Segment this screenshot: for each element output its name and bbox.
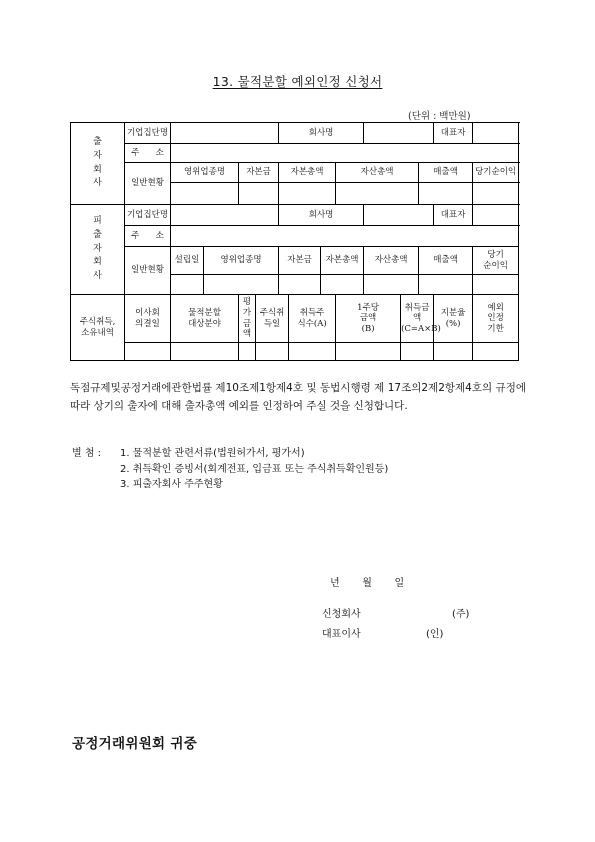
unit-note: (단위 : 백만원) <box>408 111 471 122</box>
cell-total-assets-b[interactable] <box>364 275 419 295</box>
cell-net-income-b[interactable] <box>473 275 519 295</box>
field-company-group-b[interactable] <box>171 205 279 226</box>
cell-board-date[interactable] <box>125 343 171 361</box>
cell-total-capital[interactable] <box>279 183 336 205</box>
hdr-share-ratio: 지분율 (%) <box>434 295 473 343</box>
hdr-exception-deadline: 예외 인정 기한 <box>473 295 519 343</box>
investor-side-label: 출 자 회 사 <box>71 123 125 205</box>
cell-net-income[interactable] <box>473 183 519 205</box>
label-ceo-b: 대표자 <box>434 205 473 226</box>
cell-main-business[interactable] <box>171 183 239 205</box>
cell-capital-b[interactable] <box>279 275 321 295</box>
label-address: 주 소 <box>125 144 171 163</box>
hdr-board-date: 이사회 의결일 <box>125 295 171 343</box>
hdr-total-capital-b: 자본총액 <box>321 247 364 275</box>
date-line: 년 월 일 <box>330 578 405 589</box>
applicant-label: 신청회사 <box>322 609 361 620</box>
cell-sales[interactable] <box>419 183 473 205</box>
cell-main-business-b[interactable] <box>204 275 279 295</box>
label-company-name-b: 회사명 <box>279 205 364 226</box>
cell-valuation[interactable] <box>239 343 256 361</box>
attachments <box>72 446 388 493</box>
label-company-group-b: 기업집단명 <box>125 205 171 226</box>
hdr-net-income-b: 당기 순이익 <box>473 247 519 275</box>
ceo-label: 대표이사 <box>322 629 361 640</box>
hdr-split-area: 물적분할 대상분야 <box>171 295 239 343</box>
investee-side-label: 피 출 자 회 사 <box>71 205 125 295</box>
recipient-footer: 공정거래위원회 귀중 <box>72 736 198 752</box>
field-address[interactable] <box>171 144 519 163</box>
cell-established-b[interactable] <box>171 275 204 295</box>
cell-price-per-share[interactable] <box>336 343 401 361</box>
label-company-name: 회사명 <box>279 123 364 144</box>
hdr-established: 설립일 <box>171 247 204 275</box>
field-company-name-b[interactable] <box>364 205 434 226</box>
hdr-acq-amount: 취득금액 (C=A×B) <box>401 295 434 343</box>
hdr-total-assets: 자산총액 <box>336 163 419 183</box>
label-ceo: 대표자 <box>434 123 473 144</box>
field-ceo-b[interactable] <box>473 205 519 226</box>
attachments-label: 별 첨 : <box>72 448 102 459</box>
hdr-capital-b: 자본금 <box>279 247 321 275</box>
hdr-main-business: 영위업종명 <box>171 163 239 183</box>
label-general-status-b: 일반현황 <box>125 247 171 295</box>
label-address-b: 주 소 <box>125 226 171 247</box>
cell-exception-deadline[interactable] <box>473 343 519 361</box>
cell-acq-date[interactable] <box>256 343 289 361</box>
form-title: 13. 물적분할 예외인정 신청서 <box>212 74 383 89</box>
hdr-price-per-share: 1주당 금액 (B) <box>336 295 401 343</box>
field-ceo[interactable] <box>473 123 519 144</box>
cell-total-capital-b[interactable] <box>321 275 364 295</box>
attachment-item: 1. 물적분할 관련서류(법원허가서, 평가서) <box>120 448 305 459</box>
hdr-sales-b: 매출액 <box>419 247 473 275</box>
label-general-status: 일반현황 <box>125 163 171 205</box>
hdr-main-business-b: 영위업종명 <box>204 247 279 275</box>
seal-mark: (인) <box>426 629 444 640</box>
hdr-total-assets-b: 자산총액 <box>364 247 419 275</box>
hdr-acq-date: 주식취 득일 <box>256 295 289 343</box>
hdr-total-capital: 자본총액 <box>279 163 336 183</box>
cell-sales-b[interactable] <box>419 275 473 295</box>
hdr-sales: 매출액 <box>419 163 473 183</box>
field-company-group[interactable] <box>171 123 279 144</box>
hdr-valuation: 평가금 액 <box>239 295 256 343</box>
cell-capital[interactable] <box>239 183 279 205</box>
field-address-b[interactable] <box>171 226 519 247</box>
hdr-shares: 취득주 식수(A) <box>289 295 336 343</box>
cell-shares[interactable] <box>289 343 336 361</box>
request-statement: 독점규제및공정거래에관한법률 제10조제1항제4호 및 동법시행령 제 17조의2제2항제4호의 규정에 따라 상기의 출자에 대해 출자총액 예외를 인정하여 주실 것을 신청합니다. <box>70 382 526 412</box>
acquisition-side-label: 주식취득, 소유내역 <box>71 295 125 361</box>
cell-split-area[interactable] <box>171 343 239 361</box>
applicant-mark: (주) <box>452 609 470 620</box>
hdr-capital: 자본금 <box>239 163 279 183</box>
cell-total-assets[interactable] <box>336 183 419 205</box>
cell-share-ratio[interactable] <box>434 343 473 361</box>
label-company-group: 기업집단명 <box>125 123 171 144</box>
application-table <box>70 122 519 361</box>
cell-acq-amount[interactable] <box>401 343 434 361</box>
attachment-item: 2. 취득확인 증빙서(회계전표, 입금표 또는 주식취득확인원등) <box>120 463 389 475</box>
field-company-name[interactable] <box>364 123 434 144</box>
hdr-net-income: 당기순이익 <box>473 163 519 183</box>
attachment-item: 3. 피출자회사 주주현황 <box>120 479 223 490</box>
